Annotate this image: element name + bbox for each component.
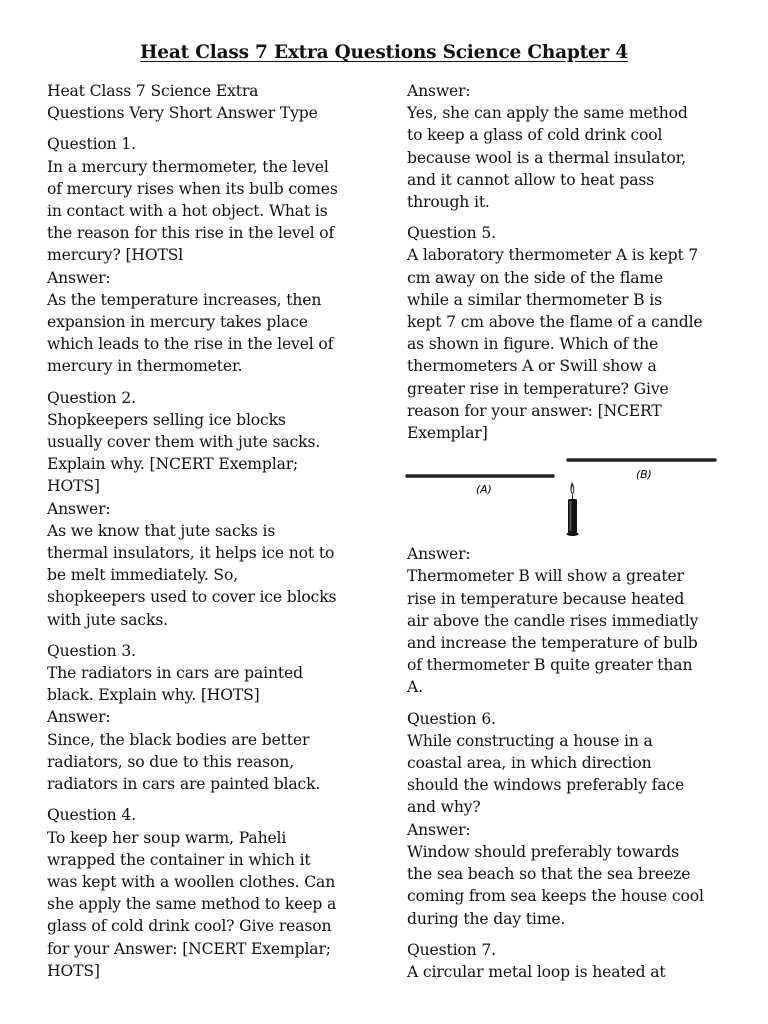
answer-5-label: Answer: bbox=[407, 545, 471, 564]
answer-2-text: As we know that jute sacks is thermal insulators, it helps ice not to be melt immediately. So, shopkeepers used to cover ice blocks with jute sacks. bbox=[47, 521, 337, 629]
question-7-text: A circular metal loop is heated at bbox=[407, 962, 666, 981]
question-5-text: A laboratory thermometer A is kept 7 cm away on the side of the flame while a similar thermometer B is kept 7 cm above the flame of a candle as shown in figure. Which of the thermometers A or Swill show a greater rise in temperature? Give reason for your answer: [NCERT Exemplar] bbox=[407, 246, 703, 443]
answer-4-label: Answer: bbox=[407, 82, 471, 100]
section-heading: Heat Class 7 Science Extra Questions Very Short Answer Type bbox=[47, 82, 318, 123]
question-4-label: Question 4. bbox=[47, 806, 136, 825]
candle-flame-icon bbox=[570, 482, 574, 499]
question-7-label: Question 7. bbox=[407, 940, 496, 959]
answer-6-label: Answer: bbox=[407, 820, 471, 839]
question-3-label: Question 3. bbox=[47, 641, 136, 660]
figure-svg bbox=[403, 450, 723, 540]
question-6 bbox=[407, 708, 725, 930]
answer-3-text: Since, the black bodies are better radiators, so due to this reason, radiators in cars are painted black. bbox=[47, 730, 321, 794]
candle-icon bbox=[567, 499, 579, 536]
question-6-label: Question 6. bbox=[407, 709, 496, 728]
question-4-answer bbox=[407, 80, 725, 213]
answer-5-text: Thermometer B will show a greater rise in temperature because heated air above the candle rises immediatly and increase the temperature of bulb of thermometer B quite greater than A. bbox=[407, 567, 699, 697]
answer-6-text: Window should preferably towards the sea beach so that the sea breeze coming from sea keeps the house cool during the day time. bbox=[407, 842, 704, 928]
right-column bbox=[407, 80, 725, 983]
question-2-label: Question 2. bbox=[47, 388, 136, 407]
answer-2-label: Answer: bbox=[47, 499, 111, 518]
page-title: Heat Class 7 Extra Questions Science Chapter 4 bbox=[140, 42, 628, 63]
question-4 bbox=[47, 804, 365, 982]
question-2-text: Shopkeepers selling ice blocks usually cover them with jute sacks. Explain why. [NCERT Exemplar; HOTS] bbox=[47, 410, 321, 496]
label-b: (B) bbox=[636, 468, 652, 482]
left-column bbox=[47, 80, 365, 982]
question-4-text: To keep her soup warm, Paheli wrapped the container in which it was kept with a woollen clothes. Can she apply the same method to keep a glass of cold drink cool? Give reason for your Answer: [NCERT Exemplar; HOTS] bbox=[47, 828, 337, 980]
thermometer-candle-figure bbox=[403, 450, 723, 540]
question-3-text: The radiators in cars are painted black. Explain why. [HOTS] bbox=[47, 664, 303, 705]
answer-3-label: Answer: bbox=[47, 708, 111, 727]
answer-1-text: As the temperature increases, then expansion in mercury takes place which leads to the rise in the level of mercury in thermometer. bbox=[47, 290, 334, 376]
question-2 bbox=[47, 387, 365, 631]
question-6-text: While constructing a house in a coastal area, in which direction should the windows preferably face and why? bbox=[407, 731, 685, 817]
question-1-text: In a mercury thermometer, the level of mercury rises when its bulb comes in contact with a hot object. What is the reason for this rise in the level of mercury? [HOTSl bbox=[47, 157, 338, 265]
question-1 bbox=[47, 133, 365, 377]
question-7 bbox=[407, 939, 725, 983]
question-5-label: Question 5. bbox=[407, 224, 496, 243]
question-1-label: Question 1. bbox=[47, 135, 136, 154]
question-5 bbox=[407, 222, 725, 698]
question-3 bbox=[47, 640, 365, 795]
answer-4-text: Yes, she can apply the same method to keep a glass of cold drink cool because wool is a thermal insulator, and it cannot allow to heat pass through it. bbox=[407, 104, 688, 212]
label-a: (A) bbox=[476, 483, 492, 497]
answer-1-label: Answer: bbox=[47, 268, 111, 287]
